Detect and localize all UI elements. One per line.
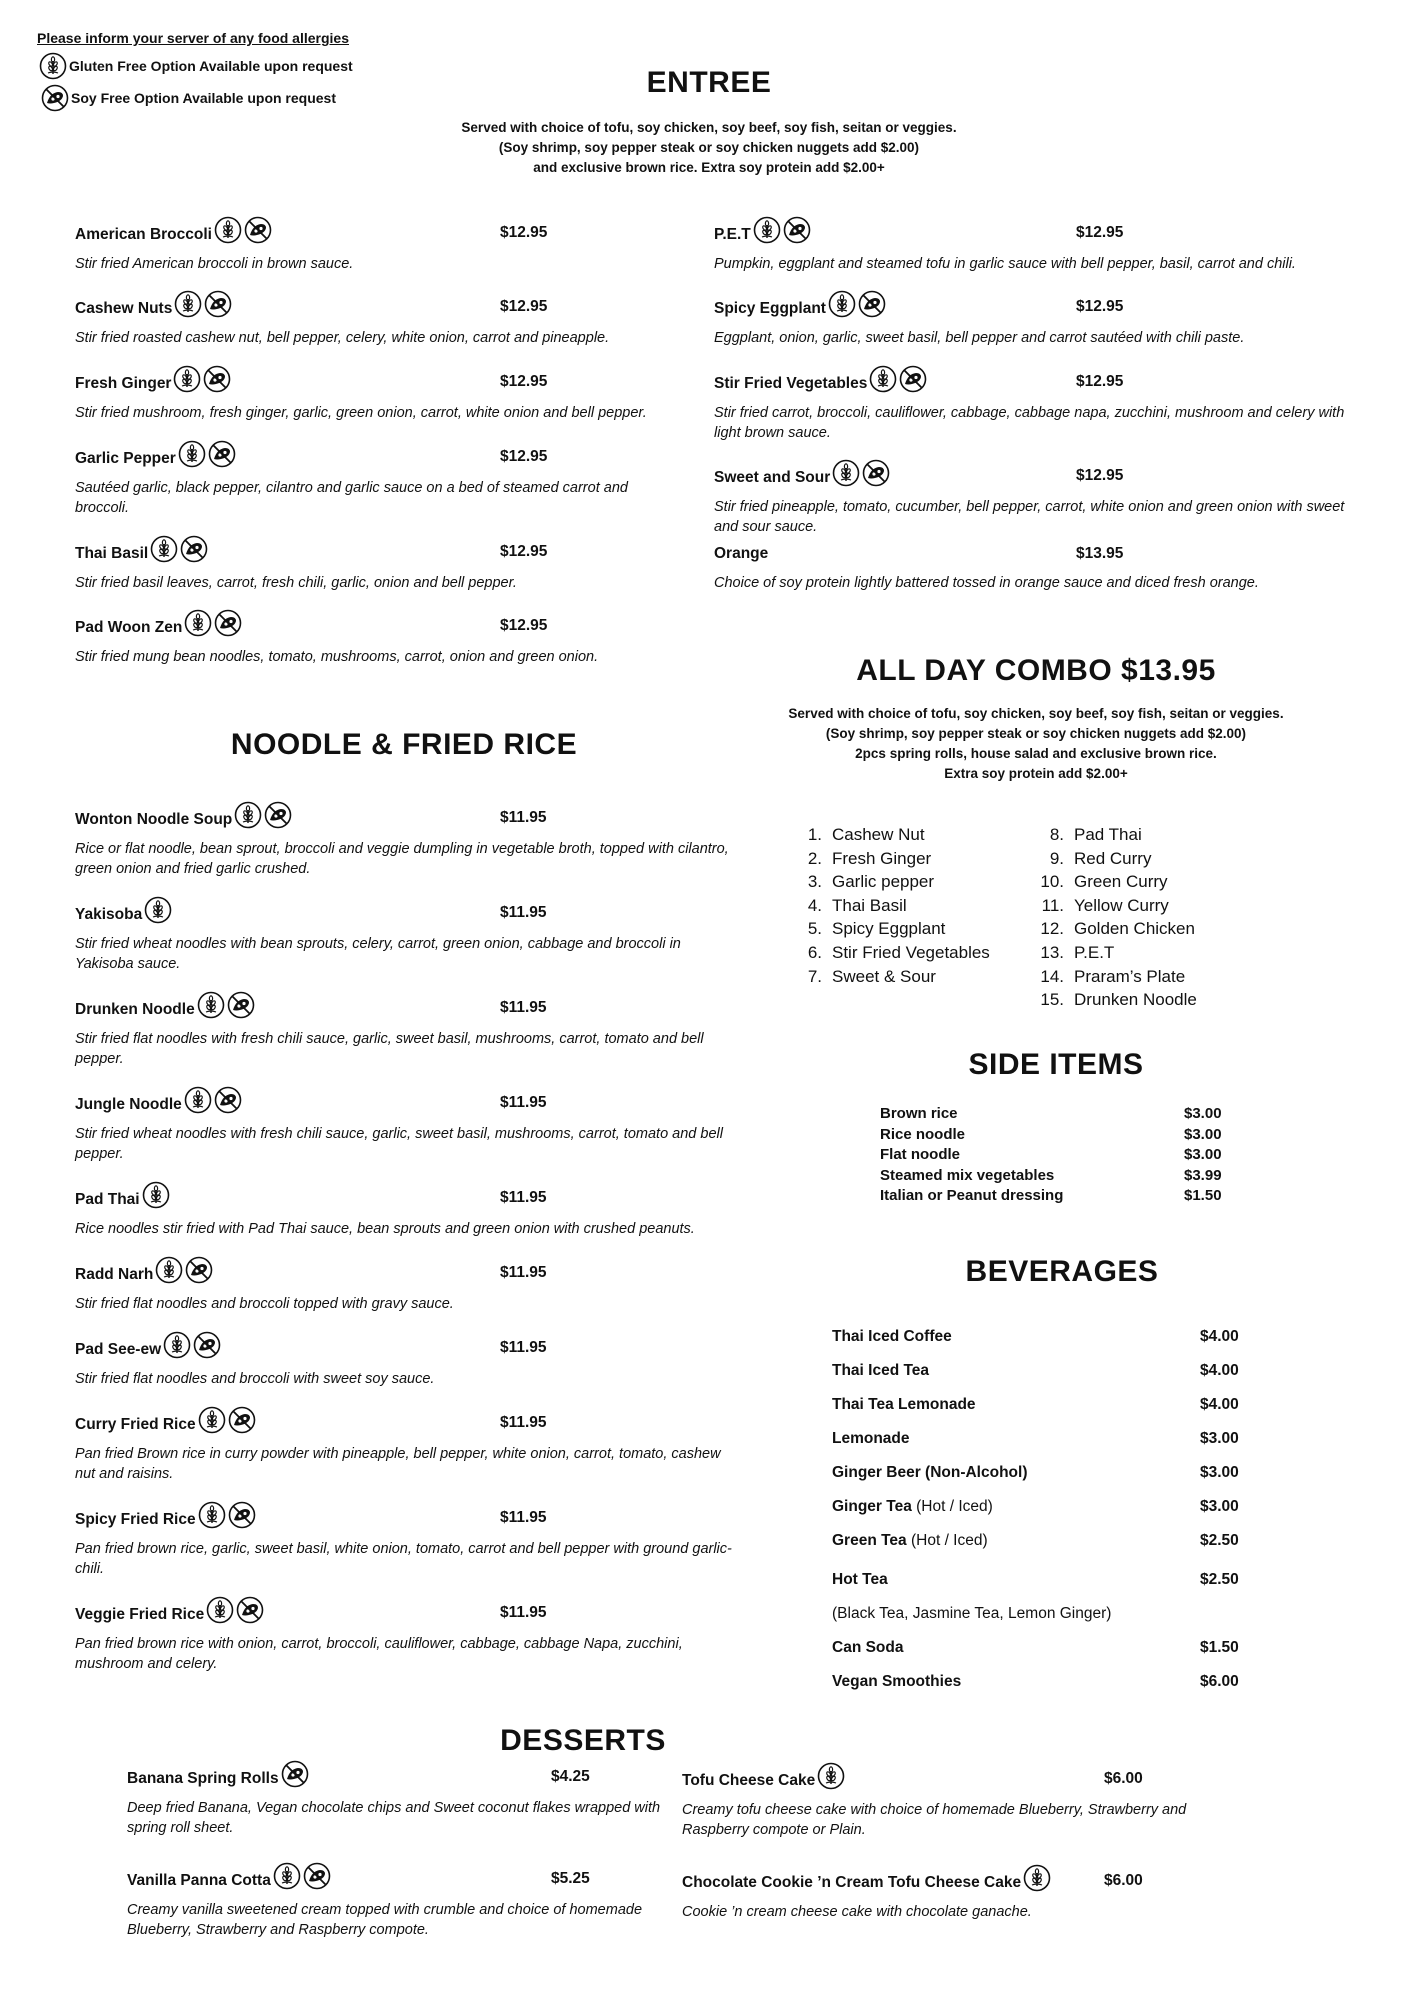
item-price: $12.95 bbox=[500, 298, 548, 315]
item-name: Fresh Ginger bbox=[75, 375, 172, 392]
side-item-price: $3.00 bbox=[1184, 1146, 1222, 1163]
combo-number: 7. bbox=[807, 966, 822, 986]
combo-list-item bbox=[1033, 870, 1197, 894]
item-name: Drunken Noodle bbox=[75, 1001, 195, 1018]
beverage-name: Thai Tea Lemonade bbox=[832, 1396, 976, 1413]
item-price: $11.95 bbox=[500, 1509, 547, 1526]
item-name: Pad See-ew bbox=[75, 1341, 162, 1358]
gluten-free-icon bbox=[1023, 1864, 1051, 1892]
beverage-item bbox=[832, 1532, 1239, 1550]
item-price: $13.95 bbox=[1076, 545, 1124, 562]
item-description: Stir fried carrot, broccoli, cauliflower, cabbage, cabbage napa, zucchini, mushroom and celery with light brown sauce. bbox=[714, 405, 1345, 441]
combo-list-item bbox=[1033, 917, 1197, 941]
gluten-free-icon bbox=[184, 609, 212, 637]
combo-number: 1. bbox=[807, 825, 822, 844]
soy-free-icon bbox=[783, 216, 811, 244]
beverage-price: $1.50 bbox=[1200, 1639, 1239, 1656]
gluten-free-icon bbox=[174, 290, 202, 318]
entree-sub-line-2: (Soy shrimp, soy pepper steak or soy chicken nuggets add $2.00) bbox=[498, 140, 920, 155]
beverage-name: Thai Iced Tea bbox=[832, 1362, 930, 1379]
combo-number: 4. bbox=[807, 895, 822, 915]
beverage-name: Ginger Beer (Non-Alcohol) bbox=[832, 1464, 1028, 1481]
item-name: Orange bbox=[714, 545, 769, 562]
item-name-row bbox=[714, 290, 1354, 318]
item-description: Stir fried pineapple, tomato, cucumber, bell pepper, carrot, white onion and green onion with sweet and sour sauce. bbox=[714, 499, 1345, 535]
item-price: $12.95 bbox=[1076, 224, 1124, 241]
item-name: Curry Fried Rice bbox=[75, 1416, 196, 1433]
sides-title: SIDE ITEMS bbox=[968, 1048, 1144, 1081]
combo-list-item bbox=[791, 894, 990, 918]
item-name: Wonton Noodle Soup bbox=[75, 811, 233, 828]
item-name-row bbox=[75, 365, 685, 393]
combo-list-item bbox=[1033, 965, 1197, 989]
item-price: $11.95 bbox=[500, 904, 547, 921]
menu-item-veggie-fried-rice bbox=[75, 1596, 735, 1674]
soy-free-icon bbox=[244, 216, 272, 244]
beverage-price: $3.00 bbox=[1200, 1498, 1239, 1515]
item-name: Pad Thai bbox=[75, 1191, 140, 1208]
menu-item-orange bbox=[714, 545, 1354, 593]
combo-list-right bbox=[1033, 823, 1197, 1012]
combo-dish: Thai Basil bbox=[832, 895, 907, 915]
item-name: Stir Fried Vegetables bbox=[714, 375, 868, 392]
sides-list bbox=[880, 1104, 1240, 1207]
side-item-name: Flat noodle bbox=[880, 1146, 960, 1163]
soy-free-icon bbox=[227, 991, 255, 1019]
item-name-row bbox=[682, 1864, 1242, 1892]
item-price: $12.95 bbox=[500, 448, 548, 465]
gluten-free-icon bbox=[198, 1501, 226, 1529]
item-name: Jungle Noodle bbox=[75, 1096, 182, 1113]
combo-list-item bbox=[791, 917, 990, 941]
item-description: Rice or flat noodle, bean sprout, broccoli and veggie dumpling in vegetable broth, topped with cilantro, green onion and fried garlic crushed. bbox=[75, 841, 729, 877]
soy-free-icon bbox=[281, 1760, 309, 1788]
hot-tea-note: (Black Tea, Jasmine Tea, Lemon Ginger) bbox=[832, 1605, 1112, 1622]
combo-subtitle bbox=[686, 704, 1386, 784]
item-name: P.E.T bbox=[714, 226, 751, 243]
beverages-list bbox=[832, 1328, 1252, 1698]
item-price: $11.95 bbox=[500, 1414, 547, 1431]
item-name-row bbox=[75, 440, 685, 468]
item-name-row bbox=[75, 1181, 735, 1209]
menu-item-cashew-nuts bbox=[75, 290, 685, 348]
gluten-free-icon bbox=[178, 440, 206, 468]
entree-subtitle bbox=[359, 118, 1059, 178]
beverage-price: $6.00 bbox=[1200, 1673, 1239, 1690]
item-name-row bbox=[75, 290, 685, 318]
menu-item-sweet-and-sour bbox=[714, 459, 1354, 537]
gluten-free-icon bbox=[214, 216, 242, 244]
item-description: Stir fried wheat noodles with bean sprouts, celery, carrot, green onion, cabbage and broccoli in Yakisoba sauce. bbox=[75, 936, 681, 972]
beverage-qualifier: (Hot / Iced) bbox=[916, 1498, 993, 1515]
combo-list-item bbox=[791, 941, 990, 965]
menu-item-p-e-t bbox=[714, 216, 1354, 274]
menu-item-stir-fried-vegetables bbox=[714, 365, 1354, 443]
beverage-item bbox=[832, 1464, 1239, 1482]
soy-free-icon bbox=[193, 1331, 221, 1359]
item-name-row bbox=[714, 459, 1354, 487]
beverage-qualifier: (Hot / Iced) bbox=[910, 1532, 988, 1549]
item-description: Choice of soy protein lightly battered tossed in orange sauce and diced fresh orange. bbox=[714, 575, 1259, 591]
side-item-name: Italian or Peanut dressing bbox=[880, 1187, 1064, 1204]
item-name-row bbox=[75, 609, 685, 637]
side-item bbox=[880, 1104, 1240, 1125]
item-price: $4.25 bbox=[551, 1768, 590, 1785]
combo-list-left bbox=[791, 823, 990, 988]
gluten-free-icon bbox=[155, 1256, 183, 1284]
beverage-price: $3.00 bbox=[1200, 1464, 1239, 1481]
gluten-free-icon bbox=[39, 52, 67, 80]
menu-item-pad-woon-zen bbox=[75, 609, 685, 667]
combo-list-item bbox=[1033, 823, 1197, 847]
beverage-name: Green Tea bbox=[832, 1532, 907, 1549]
item-description: Stir fried flat noodles and broccoli with sweet soy sauce. bbox=[75, 1371, 435, 1387]
beverage-price: $2.50 bbox=[1200, 1532, 1239, 1549]
item-name: Banana Spring Rolls bbox=[127, 1770, 279, 1787]
item-name-row bbox=[75, 991, 735, 1019]
legend-soy-free-text: Soy Free Option Available upon request bbox=[71, 90, 337, 106]
item-description: Sautéed garlic, black pepper, cilantro and garlic sauce on a bed of steamed carrot and broccoli. bbox=[75, 480, 628, 516]
item-description: Rice noodles stir fried with Pad Thai sauce, bean sprouts and green onion with crushed peanuts. bbox=[75, 1221, 695, 1237]
beverage-price: $2.50 bbox=[1200, 1571, 1239, 1588]
beverage-item bbox=[832, 1430, 1239, 1448]
soy-free-icon bbox=[185, 1256, 213, 1284]
side-item bbox=[880, 1186, 1240, 1207]
soy-free-icon bbox=[858, 290, 886, 318]
combo-number: 5. bbox=[807, 919, 822, 939]
item-description: Stir fried basil leaves, carrot, fresh chili, garlic, onion and bell pepper. bbox=[75, 575, 517, 591]
item-name-row bbox=[75, 1331, 735, 1359]
beverages-title: BEVERAGES bbox=[965, 1255, 1159, 1288]
item-description: Deep fried Banana, Vegan chocolate chips and Sweet coconut flakes wrapped with spring roll sheet. bbox=[127, 1800, 661, 1836]
combo-dish: Fresh Ginger bbox=[832, 848, 932, 868]
item-description: Creamy tofu cheese cake with choice of homemade Blueberry, Strawberry and Raspberry compote or Plain. bbox=[682, 1802, 1187, 1838]
item-name-row bbox=[75, 1086, 735, 1114]
soy-free-icon bbox=[264, 801, 292, 829]
beverage-price: $4.00 bbox=[1200, 1396, 1239, 1413]
item-price: $5.25 bbox=[551, 1870, 590, 1887]
gluten-free-icon bbox=[234, 801, 262, 829]
menu-item-spicy-eggplant bbox=[714, 290, 1354, 348]
gluten-free-icon bbox=[150, 535, 178, 563]
combo-dish: Cashew Nut bbox=[832, 825, 925, 844]
gluten-free-icon bbox=[753, 216, 781, 244]
side-item bbox=[880, 1125, 1240, 1146]
combo-number: 13. bbox=[1040, 942, 1064, 962]
combo-dish: Sweet & Sour bbox=[832, 966, 936, 986]
entree-title: ENTREE bbox=[646, 66, 772, 99]
soy-free-icon bbox=[228, 1501, 256, 1529]
combo-dish: Praram’s Plate bbox=[1074, 966, 1186, 986]
item-name-row bbox=[682, 1762, 1242, 1790]
desserts-title: DESSERTS bbox=[500, 1724, 666, 1757]
combo-list-item bbox=[1033, 847, 1197, 871]
combo-dish: Yellow Curry bbox=[1074, 895, 1169, 915]
combo-number: 10. bbox=[1040, 872, 1064, 892]
legend-gluten-free-text: Gluten Free Option Available upon request bbox=[69, 58, 353, 74]
gluten-free-icon bbox=[206, 1596, 234, 1624]
combo-number: 14. bbox=[1040, 966, 1064, 986]
combo-sub-line-2: (Soy shrimp, soy pepper steak or soy chicken nuggets add $2.00) bbox=[825, 726, 1247, 741]
item-price: $12.95 bbox=[500, 617, 548, 634]
allergy-notice: Please inform your server of any food allergies bbox=[37, 30, 349, 46]
item-price: $11.95 bbox=[500, 1604, 547, 1621]
combo-dish: Red Curry bbox=[1074, 848, 1152, 868]
item-description: Stir fried flat noodles with fresh chili sauce, garlic, sweet basil, mushrooms, carrot, tomato and bell pepper. bbox=[75, 1031, 704, 1067]
side-item-name: Rice noodle bbox=[880, 1125, 966, 1143]
menu-item-banana-spring-rolls bbox=[127, 1760, 667, 1838]
combo-sub-line-1: Served with choice of tofu, soy chicken, soy beef, soy fish, seitan or veggies. bbox=[788, 706, 1284, 721]
beverage-name: Lemonade bbox=[832, 1430, 910, 1447]
soy-free-icon bbox=[303, 1862, 331, 1890]
gluten-free-icon bbox=[832, 459, 860, 487]
item-name: Garlic Pepper bbox=[75, 450, 176, 467]
item-description: Creamy vanilla sweetened cream topped with crumble and choice of homemade Blueberry, Strawberry and Raspberry compote. bbox=[127, 1902, 643, 1938]
item-name: Veggie Fried Rice bbox=[75, 1606, 205, 1623]
item-name: Chocolate Cookie ’n Cream Tofu Cheese Cake bbox=[682, 1874, 1022, 1891]
beverage-name: Thai Iced Coffee bbox=[832, 1328, 952, 1345]
item-name-row bbox=[714, 365, 1354, 393]
item-name: Spicy Fried Rice bbox=[75, 1511, 196, 1528]
soy-free-icon bbox=[203, 365, 231, 393]
combo-number: 6. bbox=[807, 942, 822, 962]
soy-free-icon bbox=[41, 84, 69, 112]
combo-list-item bbox=[1033, 941, 1197, 965]
beverage-item bbox=[832, 1328, 1239, 1346]
item-description: Stir fried American broccoli in brown sauce. bbox=[75, 256, 354, 272]
item-name-row bbox=[75, 216, 685, 244]
beverage-item bbox=[832, 1396, 1239, 1414]
soy-free-icon bbox=[899, 365, 927, 393]
item-price: $11.95 bbox=[500, 1264, 547, 1281]
beverage-price: $4.00 bbox=[1200, 1362, 1239, 1379]
menu-item-radd-narh bbox=[75, 1256, 735, 1314]
legend-gluten-free bbox=[37, 51, 353, 81]
item-price: $6.00 bbox=[1104, 1872, 1143, 1889]
item-name: Thai Basil bbox=[75, 545, 149, 562]
item-name-row bbox=[75, 801, 735, 829]
item-name: Radd Narh bbox=[75, 1266, 154, 1283]
item-price: $12.95 bbox=[1076, 373, 1124, 390]
menu-item-drunken-noodle bbox=[75, 991, 735, 1069]
item-name: Tofu Cheese Cake bbox=[682, 1772, 816, 1789]
beverage-name: Can Soda bbox=[832, 1639, 904, 1656]
side-item-price: $3.99 bbox=[1184, 1166, 1222, 1184]
combo-list-item bbox=[791, 823, 990, 847]
beverage-name: Vegan Smoothies bbox=[832, 1673, 962, 1690]
item-price: $12.95 bbox=[500, 543, 548, 560]
menu-item-yakisoba bbox=[75, 896, 735, 974]
beverage-price: $3.00 bbox=[1200, 1430, 1239, 1447]
combo-list-item bbox=[1033, 988, 1197, 1012]
menu-item-tofu-cheese-cake bbox=[682, 1762, 1242, 1840]
item-price: $11.95 bbox=[500, 809, 547, 826]
combo-dish: Drunken Noodle bbox=[1074, 990, 1197, 1010]
combo-number: 2. bbox=[807, 848, 822, 868]
item-name-row bbox=[75, 1596, 735, 1624]
soy-free-icon bbox=[204, 290, 232, 318]
soy-free-icon bbox=[862, 459, 890, 487]
side-item bbox=[880, 1166, 1240, 1187]
item-price: $11.95 bbox=[500, 1339, 547, 1356]
combo-list-item bbox=[1033, 894, 1197, 918]
gluten-free-icon bbox=[198, 1406, 226, 1434]
side-item-price: $3.00 bbox=[1184, 1125, 1222, 1143]
item-price: $6.00 bbox=[1104, 1770, 1143, 1787]
gluten-free-icon bbox=[144, 896, 172, 924]
item-description: Pumpkin, eggplant and steamed tofu in garlic sauce with bell pepper, basil, carrot and chili. bbox=[714, 256, 1296, 272]
beverage-name: Ginger Tea bbox=[832, 1498, 912, 1515]
item-price: $11.95 bbox=[500, 1094, 547, 1111]
item-price: $12.95 bbox=[500, 373, 548, 390]
gluten-free-icon bbox=[197, 991, 225, 1019]
item-name-row bbox=[75, 1501, 735, 1529]
item-name-row bbox=[75, 1406, 735, 1434]
combo-sub-line-3: 2pcs spring rolls, house salad and exclusive brown rice. bbox=[855, 746, 1217, 761]
combo-title: ALL DAY COMBO $13.95 bbox=[856, 654, 1216, 687]
gluten-free-icon bbox=[273, 1862, 301, 1890]
soy-free-icon bbox=[208, 440, 236, 468]
item-description: Pan fried Brown rice in curry powder with pineapple, bell pepper, white onion, carrot, tomato, cashew nut and raisins. bbox=[75, 1446, 721, 1482]
combo-dish: Stir Fried Vegetables bbox=[832, 942, 990, 962]
noodle-title: NOODLE & FRIED RICE bbox=[230, 728, 578, 761]
combo-list-item bbox=[791, 870, 990, 894]
item-price: $12.95 bbox=[1076, 298, 1124, 315]
combo-dish: P.E.T bbox=[1074, 942, 1115, 962]
item-description: Stir fried wheat noodles with fresh chili sauce, garlic, sweet basil, mushrooms, carrot, tomato and bell pepper. bbox=[75, 1126, 723, 1162]
beverage-item bbox=[832, 1571, 1239, 1589]
item-description: Pan fried brown rice with onion, carrot, broccoli, cauliflower, cabbage, cabbage Napa, zucchini, mushroom and celery. bbox=[75, 1636, 683, 1672]
combo-dish: Golden Chicken bbox=[1074, 919, 1195, 939]
item-name-row bbox=[75, 896, 735, 924]
beverage-item bbox=[832, 1639, 1239, 1657]
item-description: Eggplant, onion, garlic, sweet basil, bell pepper and carrot sautéed with chili paste. bbox=[714, 330, 1245, 346]
side-item-name: Steamed mix vegetables bbox=[880, 1166, 1055, 1184]
gluten-free-icon bbox=[184, 1086, 212, 1114]
item-name: Pad Woon Zen bbox=[75, 619, 183, 636]
gluten-free-icon bbox=[163, 1331, 191, 1359]
item-name-row bbox=[75, 535, 685, 563]
item-price: $11.95 bbox=[500, 1189, 547, 1206]
menu-item-fresh-ginger bbox=[75, 365, 685, 423]
item-price: $11.95 bbox=[500, 999, 547, 1016]
item-name: Sweet and Sour bbox=[714, 469, 831, 486]
beverage-price: $4.00 bbox=[1200, 1328, 1239, 1345]
combo-list-item bbox=[791, 965, 990, 989]
item-name: Vanilla Panna Cotta bbox=[127, 1872, 271, 1889]
gluten-free-icon bbox=[142, 1181, 170, 1209]
item-price: $12.95 bbox=[500, 224, 548, 241]
combo-number: 8. bbox=[1049, 825, 1064, 844]
menu-item-wonton-noodle-soup bbox=[75, 801, 735, 879]
combo-sub-line-4: Extra soy protein add $2.00+ bbox=[944, 766, 1128, 781]
menu-item-american-broccoli bbox=[75, 216, 685, 274]
gluten-free-icon bbox=[828, 290, 856, 318]
beverage-name: Hot Tea bbox=[832, 1571, 888, 1588]
combo-dish: Spicy Eggplant bbox=[832, 919, 946, 939]
entree-sub-line-1: Served with choice of tofu, soy chicken, soy beef, soy fish, seitan or veggies. bbox=[461, 120, 957, 135]
menu-item-garlic-pepper bbox=[75, 440, 685, 518]
menu-item-spicy-fried-rice bbox=[75, 1501, 735, 1579]
gluten-free-icon bbox=[173, 365, 201, 393]
menu-item-curry-fried-rice bbox=[75, 1406, 735, 1484]
side-item-name: Brown rice bbox=[880, 1105, 958, 1122]
item-name: Spicy Eggplant bbox=[714, 300, 826, 317]
menu-item-pad-thai bbox=[75, 1181, 735, 1239]
combo-number: 11. bbox=[1041, 895, 1064, 915]
soy-free-icon bbox=[236, 1596, 264, 1624]
item-name: Yakisoba bbox=[75, 906, 143, 923]
legend-soy-free bbox=[39, 83, 336, 113]
menu-item-jungle-noodle bbox=[75, 1086, 735, 1164]
item-name-row bbox=[714, 545, 1354, 563]
combo-number: 3. bbox=[807, 872, 822, 892]
item-description: Stir fried flat noodles and broccoli topped with gravy sauce. bbox=[75, 1296, 454, 1312]
beverage-item bbox=[832, 1673, 1239, 1691]
item-description: Stir fried roasted cashew nut, bell pepper, celery, white onion, carrot and pineapple. bbox=[75, 330, 610, 346]
menu-item-thai-basil bbox=[75, 535, 685, 593]
combo-dish: Pad Thai bbox=[1074, 825, 1142, 844]
combo-list-item bbox=[791, 847, 990, 871]
item-name: Cashew Nuts bbox=[75, 300, 173, 317]
soy-free-icon bbox=[214, 609, 242, 637]
entree-sub-line-3: and exclusive brown rice. Extra soy protein add $2.00+ bbox=[533, 160, 885, 175]
menu-item-chocolate-cookie-n-cream-tofu-cheese-cake bbox=[682, 1864, 1242, 1922]
gluten-free-icon bbox=[869, 365, 897, 393]
item-description: Stir fried mushroom, fresh ginger, garlic, green onion, carrot, white onion and bell pepper. bbox=[75, 405, 647, 421]
side-item-price: $3.00 bbox=[1184, 1105, 1222, 1122]
soy-free-icon bbox=[180, 535, 208, 563]
menu-item-pad-see-ew bbox=[75, 1331, 735, 1389]
soy-free-icon bbox=[214, 1086, 242, 1114]
menu-item-vanilla-panna-cotta bbox=[127, 1862, 667, 1940]
soy-free-icon bbox=[228, 1406, 256, 1434]
combo-number: 15. bbox=[1040, 990, 1064, 1010]
item-description: Pan fried brown rice, garlic, sweet basil, white onion, tomato, carrot and bell pepper with ground garlic-chili. bbox=[75, 1541, 732, 1577]
combo-number: 9. bbox=[1049, 848, 1064, 868]
beverage-item bbox=[832, 1362, 1239, 1380]
combo-dish: Green Curry bbox=[1074, 872, 1168, 892]
item-price: $12.95 bbox=[1076, 467, 1124, 484]
side-item bbox=[880, 1145, 1240, 1166]
gluten-free-icon bbox=[817, 1762, 845, 1790]
combo-number: 12. bbox=[1040, 919, 1064, 939]
item-name-row bbox=[75, 1256, 735, 1284]
item-name-row bbox=[714, 216, 1354, 244]
combo-dish: Garlic pepper bbox=[832, 872, 935, 892]
item-description: Stir fried mung bean noodles, tomato, mushrooms, carrot, onion and green onion. bbox=[75, 649, 599, 665]
side-item-price: $1.50 bbox=[1184, 1187, 1222, 1204]
item-description: Cookie ’n cream cheese cake with chocolate ganache. bbox=[682, 1904, 1032, 1920]
item-name: American Broccoli bbox=[75, 226, 212, 243]
beverage-item bbox=[832, 1498, 1239, 1516]
